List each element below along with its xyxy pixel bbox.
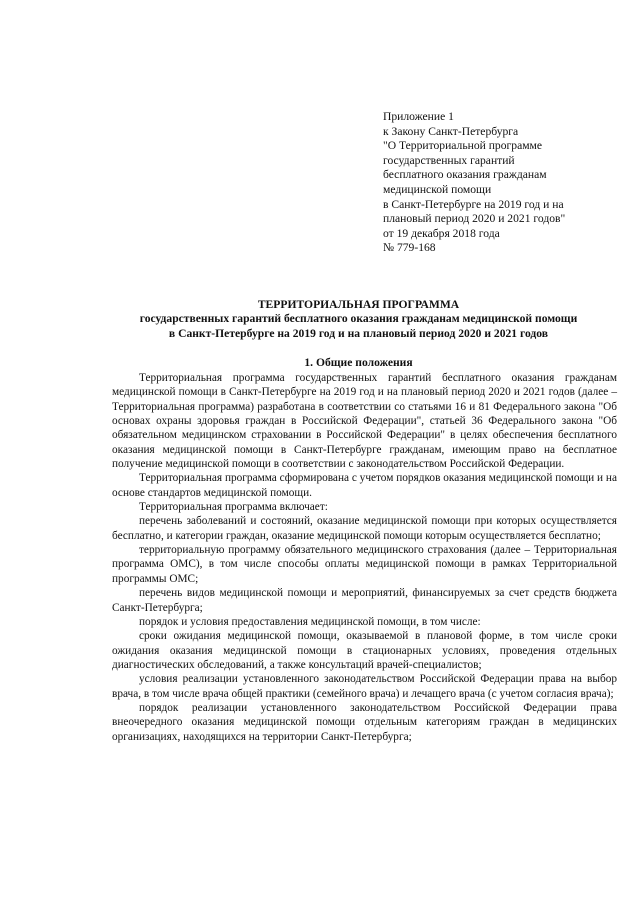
appendix-line: в Санкт-Петербурге на 2019 год и на bbox=[383, 197, 564, 211]
appendix-line: бесплатного оказания гражданам bbox=[383, 168, 547, 182]
appendix-number: № 779-168 bbox=[383, 241, 436, 255]
paragraph: перечень видов медицинской помощи и мероприятий, финансируемых за счет средств бюджета Санкт-Петербурга; bbox=[112, 587, 617, 614]
appendix-line: "О Территориальной программе bbox=[383, 139, 543, 153]
paragraph: территориальную программу обязательного медицинского страхования (далее – Территориальная программа ОМС), в том числе способы оплаты медицинской помощи в рамках Территориальной программы ОМС; bbox=[112, 544, 617, 585]
paragraph: перечень заболеваний и состояний, оказание медицинской помощи при которых осуществляется бесплатно, и категории граждан, оказание медицинской помощи которым осуществляется бесплатно; bbox=[112, 515, 617, 542]
paragraph: Территориальная программа государственных гарантий бесплатного оказания гражданам медицинской помощи в Санкт-Петербурге на 2019 год и на плановый период 2020 и 2021 годов (далее – Территориальная программа) разработана в соответствии со статьями 16 и 81 Федерального закона "Об основах охраны здоровья граждан в Российской Федерации", статьей 36 Федерального закона "Об обязательном медицинском страховании в Российской Федерации" в целях обеспечения бесплатного оказания медицинской помощи в Санкт-Петербурге гражданам, имеющим право на бесплатное получение медицинской помощи в соответствии с законодательством Российской Федерации. bbox=[112, 372, 617, 471]
appendix-line: медицинской помощи bbox=[383, 182, 492, 196]
appendix-line: Приложение 1 bbox=[383, 110, 454, 123]
title-line: ТЕРРИТОРИАЛЬНАЯ ПРОГРАММА bbox=[257, 298, 460, 311]
paragraph: Территориальная программа сформирована с учетом порядков оказания медицинской помощи и на основе стандартов медицинской помощи. bbox=[112, 472, 617, 499]
appendix-line: к Закону Санкт-Петербурга bbox=[383, 124, 519, 138]
paragraph: порядок реализации установленного законодательством Российской Федерации права внеочередного оказания медицинской помощи отдельным категориям граждан в медицинских организациях, находящихся на территории Санкт-Петербурга; bbox=[112, 701, 617, 743]
section-title: 1. Общие положения bbox=[304, 356, 413, 369]
appendix-line: государственных гарантий bbox=[383, 153, 515, 167]
paragraph: сроки ожидания медицинской помощи, оказываемой в плановой форме, в том числе сроки ожидания оказания медицинской помощи в стационарных условиях, проведения отдельных диагностических обследований, а также консультаций врачей-специалистов; bbox=[112, 630, 617, 671]
document-body bbox=[112, 371, 617, 744]
appendix-block bbox=[383, 110, 613, 256]
paragraph: условия реализации установленного законодательством Российской Федерации права на выбор врача, в том числе врача общей практики (семейного врача) и лечащего врача (с учетом согласия врача); bbox=[112, 673, 617, 700]
document-title bbox=[100, 298, 617, 341]
appendix-line: плановый период 2020 и 2021 годов" bbox=[383, 212, 566, 226]
appendix-line: от 19 декабря 2018 года bbox=[383, 226, 500, 240]
paragraph: Территориальная программа включает: bbox=[139, 501, 328, 514]
title-line: в Санкт-Петербурге на 2019 год и на плановый период 2020 и 2021 годов bbox=[168, 326, 549, 340]
title-line: государственных гарантий бесплатного оказания гражданам медицинской помощи bbox=[139, 312, 578, 326]
paragraph: порядок и условия предоставления медицинской помощи, в том числе: bbox=[139, 615, 481, 628]
